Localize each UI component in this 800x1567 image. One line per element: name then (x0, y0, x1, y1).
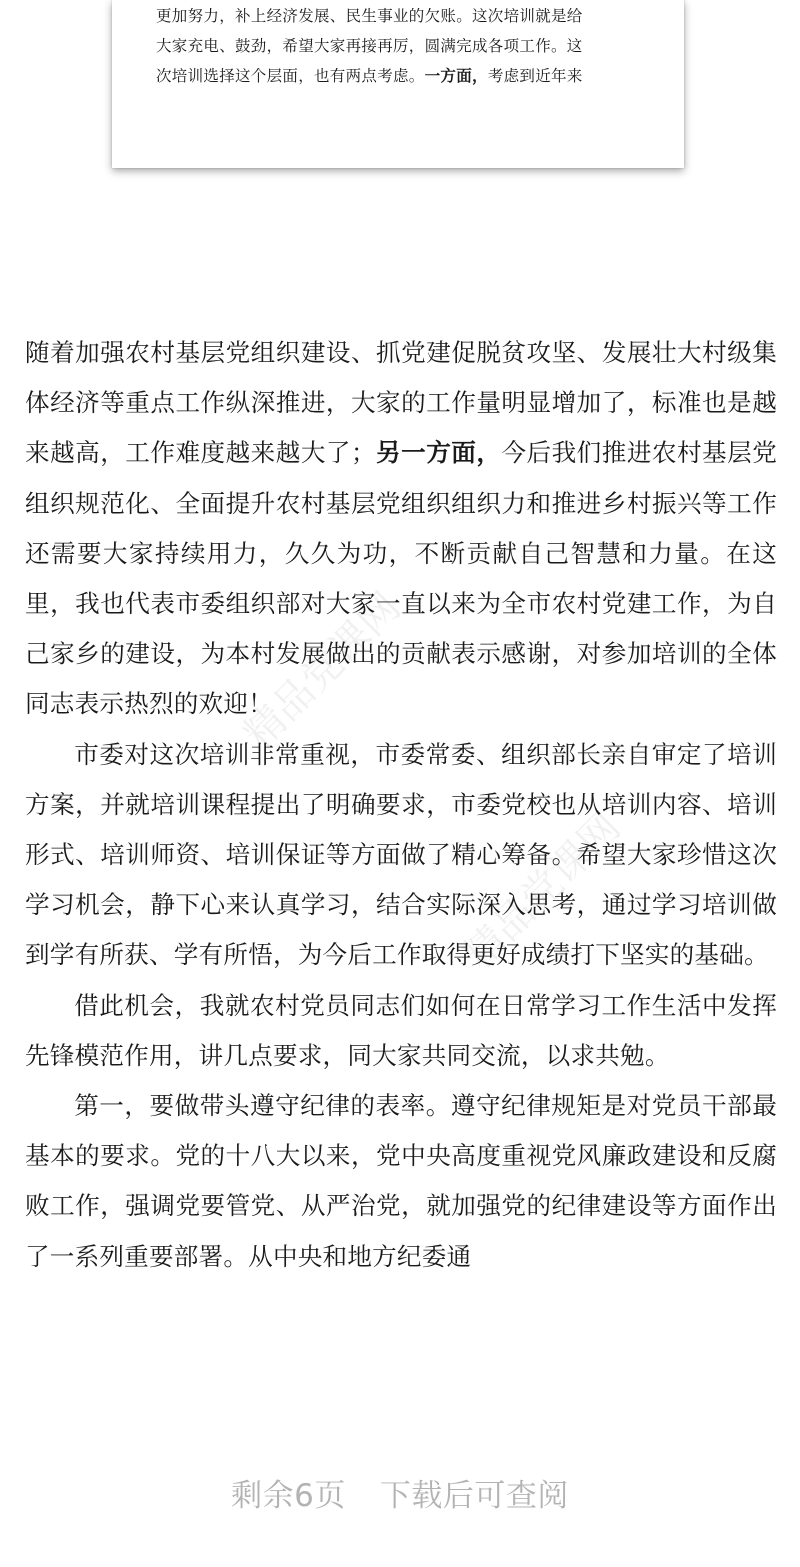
watermark: 精品党课网 (455, 804, 630, 978)
paragraph (25, 328, 777, 730)
preview-line (156, 61, 652, 92)
preview-text-segment: 次培训选择这个层面，也有两点考虑。 (156, 67, 425, 85)
watermark: 精品党课网 (235, 584, 410, 758)
preview-line: 更加努力，补上经济发展、民生事业的欠账。这次培训就是给 (156, 7, 583, 25)
paragraph-text: 随着加强农村基层党组织建设、抓党建促脱贫攻坚、发展壮大村级集体经济等重点工作纵深推进，大家的工作量明显增加了，标准也是越来越高，工作难度越来越大了； (25, 338, 777, 468)
download-prompt[interactable] (0, 1470, 800, 1515)
download-hint-label: 下载后可查阅 (379, 1478, 569, 1514)
page-preview-card (112, 0, 684, 168)
remaining-pages-label: 剩余6页 (231, 1478, 346, 1514)
document-body (25, 328, 777, 1282)
paragraph-text: 今后我们推进农村基层党组织规范化、全面提升农村基层党组织组织力和推进乡村振兴等工作还需要大家持续用力，久久为功，不断贡献自己智慧和力量。在这里，我也代表市委组织部对大家一直以来为全市农村党建工作，为自己家乡的建设，为本村发展做出的贡献表示感谢，对参加培训的全体同志表示热烈的欢迎！ (25, 438, 777, 719)
paragraph-bold-text: 另一方面， (375, 438, 502, 468)
paragraph: 借此机会，我就农村党员同志们如何在日常学习工作生活中发挥先锋模范作用，讲几点要求，同大家共同交流，以求共勉。 (25, 990, 777, 1070)
preview-text-segment: 考虑到近年来 (487, 67, 583, 85)
paragraph: 第一，要做带头遵守纪律的表率。遵守纪律规矩是对党员干部最基本的要求。党的十八大以来，党中央高度重视党风廉政建设和反腐败工作，强调党要管党、从严治党，就加强党的纪律建设等方面作出了一系列重要部署。从中央和地方纪委通 (25, 1091, 777, 1271)
preview-text (156, 2, 652, 92)
preview-bold-segment: 一方面， (424, 66, 488, 85)
paragraph: 市委对这次培训非常重视，市委常委、组织部长亲自审定了培训方案，并就培训课程提出了明确要求，市委党校也从培训内容、培训形式、培训师资、培训保证等方面做了精心筹备。希望大家珍惜这次学习机会，静下心来认真学习，结合实际深入思考，通过学习培训做到学有所获、学有所悟，为今后工作取得更好成绩打下坚实的基础。 (25, 739, 777, 970)
preview-line: 大家充电、鼓劲，希望大家再接再厉，圆满完成各项工作。这 (156, 36, 583, 55)
